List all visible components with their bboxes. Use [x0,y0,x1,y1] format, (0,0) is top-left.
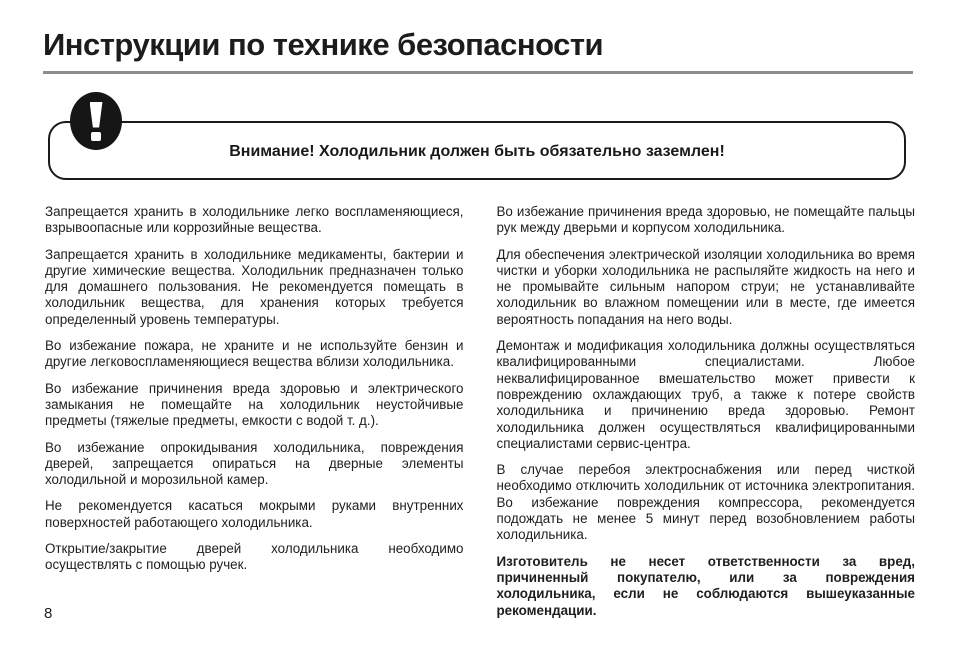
safety-paragraph: Демонтаж и модификация холодильника должны осуществляться квалифицированными специалистами. Любое неквалифицированное вмешательство может привести к повреждению охлаждающих труб, а также к потере свойств холодильника и причинению вреда здоровью. Ремонт холодильника должен осуществляться квалифицированными специалистами сервис-центра. [496,338,915,451]
safety-paragraph: Во избежание опрокидывания холодильника, повреждения дверей, запрещается опираться на дверные элементы холодильной и морозильной камер. [45,439,464,488]
left-column [45,204,464,629]
safety-paragraph: Во избежание пожара, не храните и не используйте бензин и другие легковоспламеняющиеся вещества вблизи холодильника. [45,338,464,370]
page-number: 8 [44,605,53,622]
safety-paragraph: Во избежание причинения вреда здоровью, не помещайте пальцы рук между дверьми и корпусом холодильника. [496,204,915,236]
body-columns [45,204,915,629]
safety-paragraph: Для обеспечения электрической изоляции холодильника во время чистки и уборки холодильника не распыляйте жидкость на него и не промывайте сильным напором струи; не устанавливайте холодильник во влажном помещении или в месте, где имеется вероятность попадания на него воды. [496,246,915,327]
safety-paragraph: Не рекомендуется касаться мокрыми руками внутренних поверхностей работающего холодильника. [45,498,464,530]
exclamation-dot [91,132,101,141]
right-column [497,204,916,629]
safety-paragraph: Открытие/закрытие дверей холодильника необходимо осуществлять с помощью ручек. [45,541,464,573]
manufacturer-disclaimer: Изготовитель не несет ответственности за вред, причиненный покупателю, или за повреждения холодильника, если не соблюдаются вышеуказанные рекомендации. [496,553,915,618]
safety-paragraph: В случае перебоя электроснабжения или перед чисткой необходимо отключить холодильник от источника электропитания. Во избежание повреждения компрессора, рекомендуется подождать не менее 5 минут перед возобновлением работы холодильника. [496,462,915,543]
warning-text: Внимание! Холодильник должен быть обязательно заземлен! [229,142,725,160]
safety-paragraph: Во избежание причинения вреда здоровью и электрического замыкания не помещайте на холодильник неустойчивые предметы (тяжелые предметы, емкости с водой т. д.). [45,380,464,429]
warning-banner [48,121,906,180]
title-divider [43,71,913,74]
safety-paragraph: Запрещается хранить в холодильнике легко воспламеняющиеся, взрывоопасные или коррозийные вещества. [45,204,464,236]
exclamation-bar [90,102,103,128]
page-title: Инструкции по технике безопасности [43,27,604,62]
safety-paragraph: Запрещается хранить в холодильнике медикаменты, бактерии и другие химические вещества. Холодильник предназначен только для домашнего пользования. Не рекомендуется помещать в холодильник вещества, для хранения которых требуется определенный уровень температуры. [45,246,464,327]
exclamation-icon [70,92,122,150]
